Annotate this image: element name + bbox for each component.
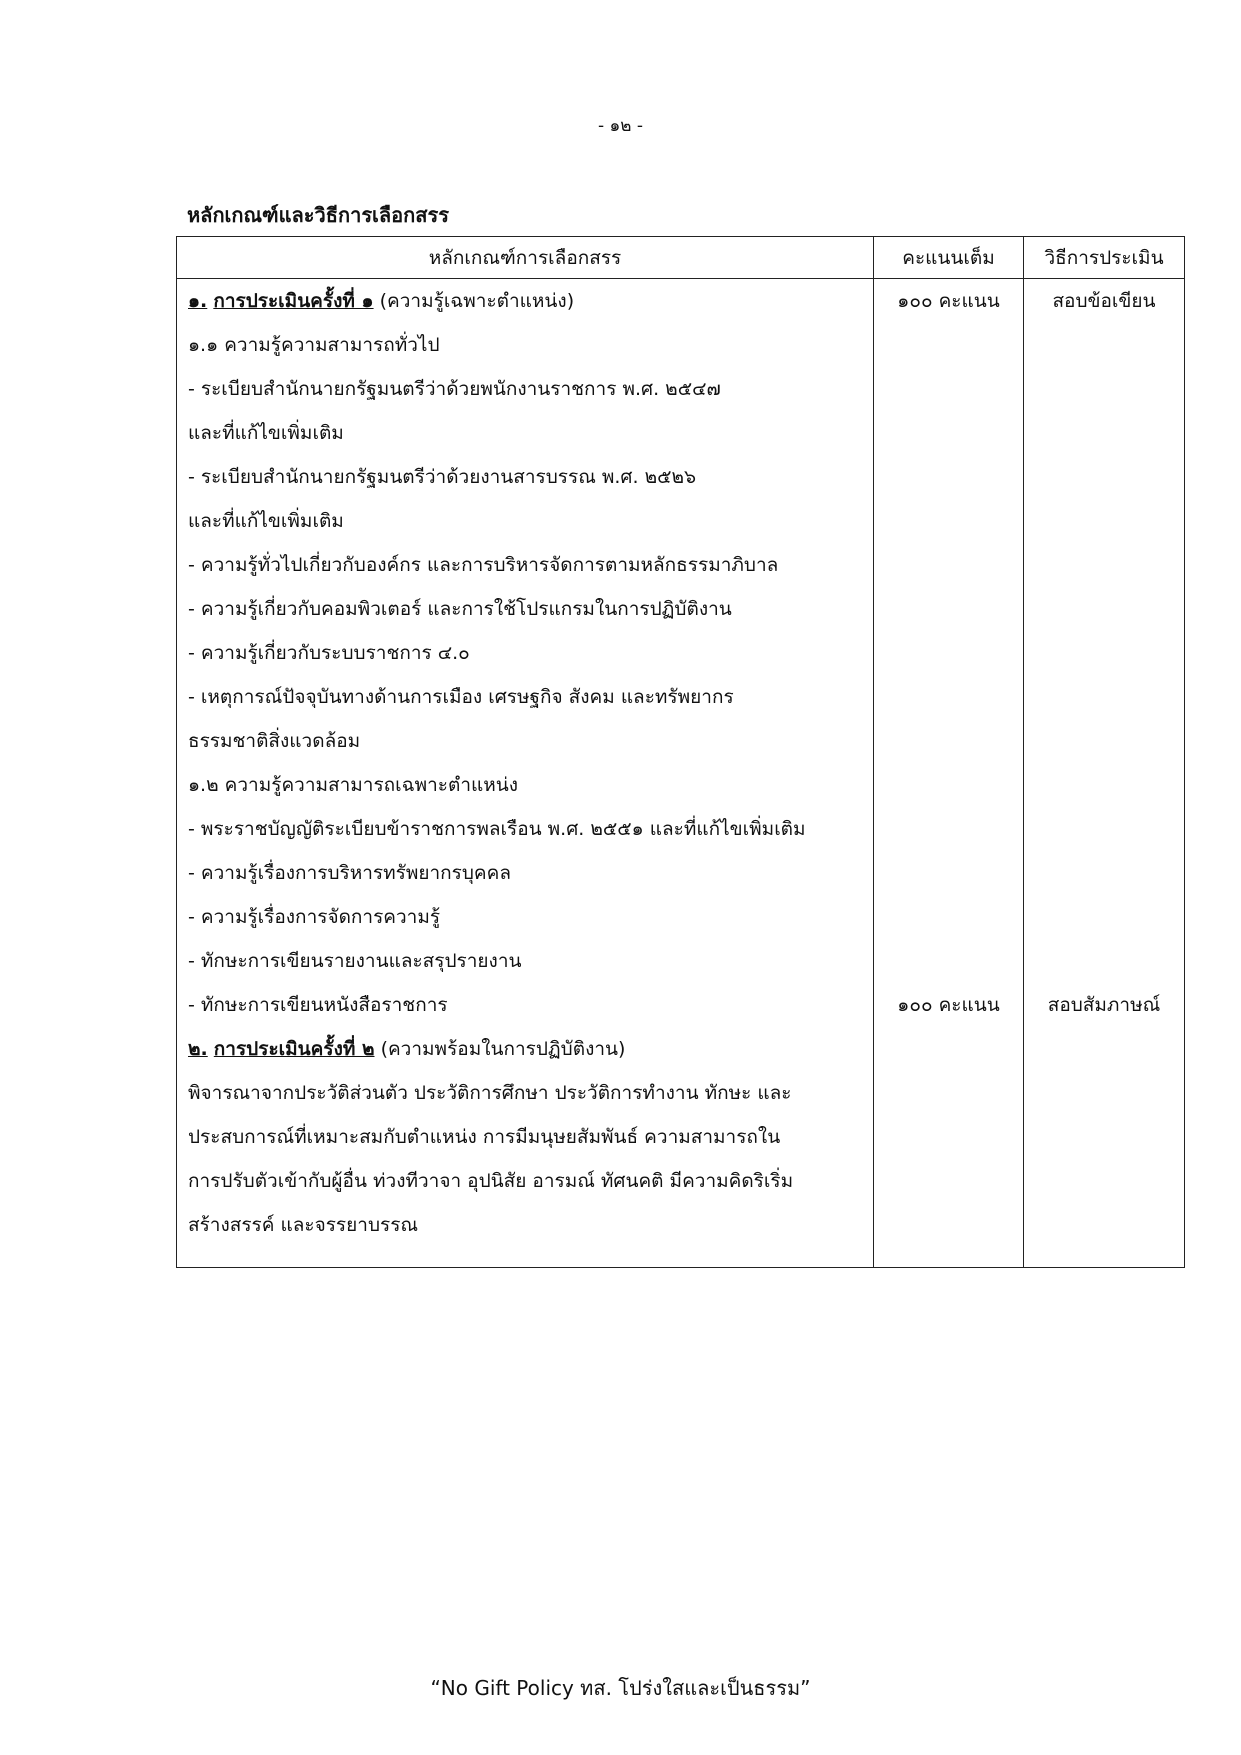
round1-line: ธรรมชาติสิ่งแวดล้อม [188,730,361,752]
round2-score: ๑๐๐ คะแนน [897,994,1000,1016]
round1-number: ๑. [188,290,208,312]
round1-label: การประเมินครั้งที่ ๑ [213,290,374,312]
round1-line: - ระเบียบสำนักนายกรัฐมนตรีว่าด้วยพนักงานราชการ พ.ศ. ๒๕๔๗ [188,378,721,400]
score-spacer [874,323,1023,983]
round1-line: - พระราชบัญญัติระเบียบข้าราชการพลเรือน พ.ศ. ๒๕๕๑ และที่แก้ไขเพิ่มเติม [188,818,806,840]
round1-line: และที่แก้ไขเพิ่มเติม [188,510,344,532]
round2-line: พิจารณาจากประวัติส่วนตัว ประวัติการศึกษา ประวัติการทำงาน ทักษะ และ [188,1082,792,1104]
round1-line: - ความรู้เกี่ยวกับระบบราชการ ๔.๐ [188,642,470,664]
footer-slogan: “No Gift Policy ทส. โปร่งใสและเป็นธรรม” [430,1676,811,1700]
round1-line: และที่แก้ไขเพิ่มเติม [188,422,344,444]
round1-line: ๑.๑ ความรู้ความสามารถทั่วไป [188,334,440,356]
page-number: - ๑๒ - [597,116,644,136]
round2-number: ๒. [188,1038,208,1060]
header-method: วิธีการประเมิน [1024,237,1185,279]
round1-line: - ระเบียบสำนักนายกรัฐมนตรีว่าด้วยงานสารบรรณ พ.ศ. ๒๕๒๖ [188,466,697,488]
round2-description: (ความพร้อมในการปฏิบัติงาน) [380,1038,626,1060]
header-criteria: หลักเกณฑ์การเลือกสรร [177,237,874,279]
cell-bottom-padding [177,1247,873,1267]
round1-description: (ความรู้เฉพาะตำแหน่ง) [379,290,575,312]
round2-line: สร้างสรรค์ และจรรยาบรรณ [188,1214,419,1236]
round1-method: สอบข้อเขียน [1052,290,1156,312]
table-header-row [177,237,1185,279]
header-score: คะแนนเต็ม [874,237,1024,279]
round1-line: - ความรู้เรื่องการจัดการความรู้ [188,906,441,928]
round2-heading [177,1027,873,1071]
round1-line: - ทักษะการเขียนรายงานและสรุปรายงาน [188,950,522,972]
round2-method: สอบสัมภาษณ์ [1047,994,1161,1016]
round1-line: - ความรู้ทั่วไปเกี่ยวกับองค์กร และการบริหารจัดการตามหลักธรรมาภิบาล [188,554,779,576]
round1-line: ๑.๒ ความรู้ความสามารถเฉพาะตำแหน่ง [188,774,519,796]
round1-line: - ความรู้เกี่ยวกับคอมพิวเตอร์ และการใช้โปรแกรมในการปฏิบัติงาน [188,598,732,620]
round2-label: การประเมินครั้งที่ ๒ [213,1038,375,1060]
round1-line: - เหตุการณ์ปัจจุบันทางด้านการเมือง เศรษฐกิจ สังคม และทรัพยากร [188,686,734,708]
round1-line: - ทักษะการเขียนหนังสือราชการ [188,994,448,1016]
round2-line: ประสบการณ์ที่เหมาะสมกับตำแหน่ง การมีมนุษยสัมพันธ์ ความสามารถใน [188,1126,781,1148]
criteria-cell [177,279,874,1268]
round1-heading [177,279,873,323]
round1-line: - ความรู้เรื่องการบริหารทรัพยากรบุคคล [188,862,511,884]
criteria-table [176,236,1185,1268]
score-cell [874,279,1024,1268]
method-spacer [1024,323,1184,983]
round2-line: การปรับตัวเข้ากับผู้อื่น ท่วงทีวาจา อุปนิสัย อารมณ์ ทัศนคติ มีความคิดริเริ่ม [188,1170,794,1192]
round1-score: ๑๐๐ คะแนน [897,290,1000,312]
section-title: หลักเกณฑ์และวิธีการเลือกสรร [187,203,449,227]
table-row-body [177,279,1185,1268]
method-cell [1024,279,1185,1268]
